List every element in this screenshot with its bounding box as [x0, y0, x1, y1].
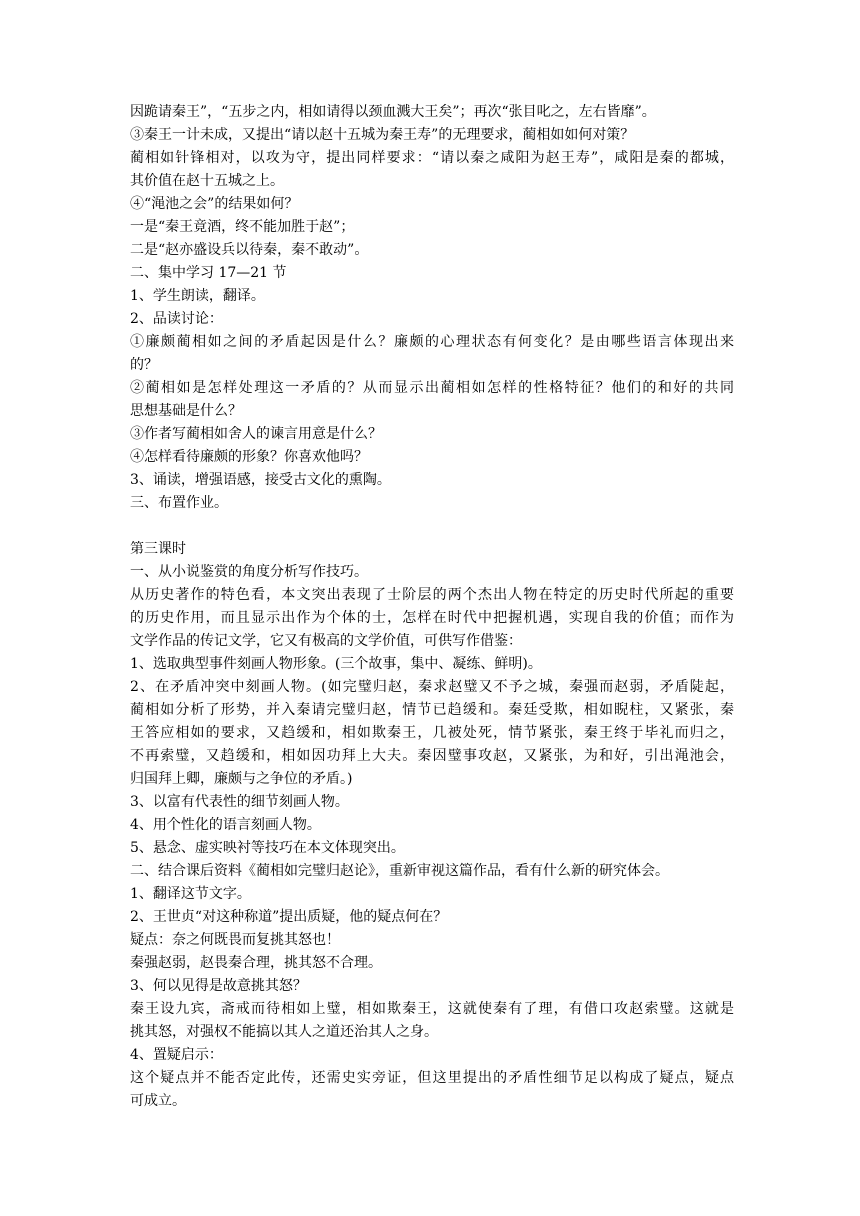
text-line: 秦强赵弱，赵畏秦合理，挑其怒不合理。 [130, 955, 382, 971]
section-heading: 一、从小说鉴赏的角度分析写作技巧。 [130, 564, 368, 580]
text-line: 2、在矛盾冲突中刻画人物。(如完璧归赵，秦求赵璧又不予之城，秦强而赵弱，矛盾陡起， [130, 679, 734, 695]
text-line: 3、何以见得是故意挑其怒？ [130, 978, 307, 994]
text-line: 一是“秦王竟酒，终不能加胜于赵”； [130, 219, 355, 235]
text-line: 4、置疑启示： [130, 1047, 223, 1063]
text-line: 其价值在赵十五城之上。 [130, 173, 284, 189]
text-line: ①廉颇蔺相如之间的矛盾起因是什么？廉颇的心理状态有何变化？是由哪些语言体现出来 [130, 334, 734, 350]
text-line: 疑点：奈之何既畏而复挑其怒也！ [130, 932, 340, 948]
text-line: 归国拜上卿，廉颇与之争位的矛盾。) [130, 771, 353, 787]
text-line: 因跪请秦王”，“五步之内，相如请得以颈血溅大王矣”；再次“张目叱之，左右皆靡”。 [130, 104, 656, 120]
text-line: 文学作品的传记文学，它又有极高的文学价值，可供写作借鉴： [130, 633, 522, 649]
text-line: 思想基础是什么？ [130, 403, 242, 419]
text-line: 1、选取典型事件刻画人物形象。(三个故事，集中、凝练、鲜明)。 [130, 656, 542, 672]
text-line: ④怎样看待廉颇的形象？你喜欢他吗？ [130, 449, 368, 465]
document-page [130, 101, 734, 1113]
text-line: 蔺相如分析了形势，并入秦请完璧归赵，情节已趋缓和。秦廷受欺，相如睨柱，又紧张，秦 [130, 702, 734, 718]
text-line: 可成立。 [130, 1093, 186, 1109]
text-line: ③秦王一计未成，又提出“请以赵十五城为秦王寿”的无理要求，蔺相如如何对策？ [130, 127, 635, 143]
text-line: 5、悬念、虚实映衬等技巧在本文体现突出。 [130, 840, 405, 856]
text-line: 的历史作用，而且显示出作为个体的士，怎样在时代中把握机遇，实现自我的价值；而作为 [130, 610, 734, 626]
section-heading: 三、布置作业。 [130, 495, 228, 511]
text-line: 3、诵读，增强语感，接受古文化的熏陶。 [130, 472, 391, 488]
blank-line [130, 515, 734, 538]
text-line: 挑其怒，对强权不能搞以其人之道还治其人之身。 [130, 1024, 438, 1040]
text-line: 4、用个性化的语言刻画人物。 [130, 817, 321, 833]
text-line: ③作者写蔺相如舍人的谏言用意是什么？ [130, 426, 382, 442]
text-line: 的？ [130, 357, 158, 373]
text-line: ④“渑池之会”的结果如何？ [130, 196, 299, 212]
lesson-heading: 第三课时 [130, 541, 186, 557]
text-line: ②蔺相如是怎样处理这一矛盾的？从而显示出蔺相如怎样的性格特征？他们的和好的共同 [130, 380, 734, 396]
text-line: 蔺相如针锋相对，以攻为守，提出同样要求：“请以秦之咸阳为赵王寿”，咸阳是秦的都城， [130, 150, 734, 166]
text-line: 2、王世贞“对这种称道”提出质疑，他的疑点何在？ [130, 909, 448, 925]
text-line: 从历史著作的特色看，本文突出表现了士阶层的两个杰出人物在特定的历史时代所起的重要 [130, 587, 734, 603]
text-line: 1、翻译这节文字。 [130, 886, 251, 902]
text-line: 王答应相如的要求，又趋缓和，相如欺秦王，几被处死，情节紧张，秦王终于毕礼而归之， [130, 725, 734, 741]
text-line: 不再索璧，又趋缓和，相如因功拜上大夫。秦因璧事攻赵，又紧张，为和好，引出渑池会， [130, 748, 734, 764]
text-line: 2、品读讨论： [130, 311, 223, 327]
text-line: 3、以富有代表性的细节刻画人物。 [130, 794, 349, 810]
section-heading: 二、结合课后资料《蔺相如完璧归赵论》，重新审视这篇作品，看有什么新的研究体会。 [130, 863, 669, 879]
text-line: 二是“赵亦盛设兵以待秦，秦不敢动”。 [130, 242, 369, 258]
text-line: 这个疑点并不能否定此传，还需史实旁证，但这里提出的矛盾性细节足以构成了疑点，疑点 [130, 1070, 734, 1086]
text-line: 1、学生朗读，翻译。 [130, 288, 265, 304]
text-line: 秦王设九宾，斋戒而待相如上璧，相如欺秦王，这就使秦有了理，有借口攻赵索璧。这就是 [130, 1001, 734, 1017]
section-heading: 二、集中学习 17—21 节 [130, 265, 287, 281]
